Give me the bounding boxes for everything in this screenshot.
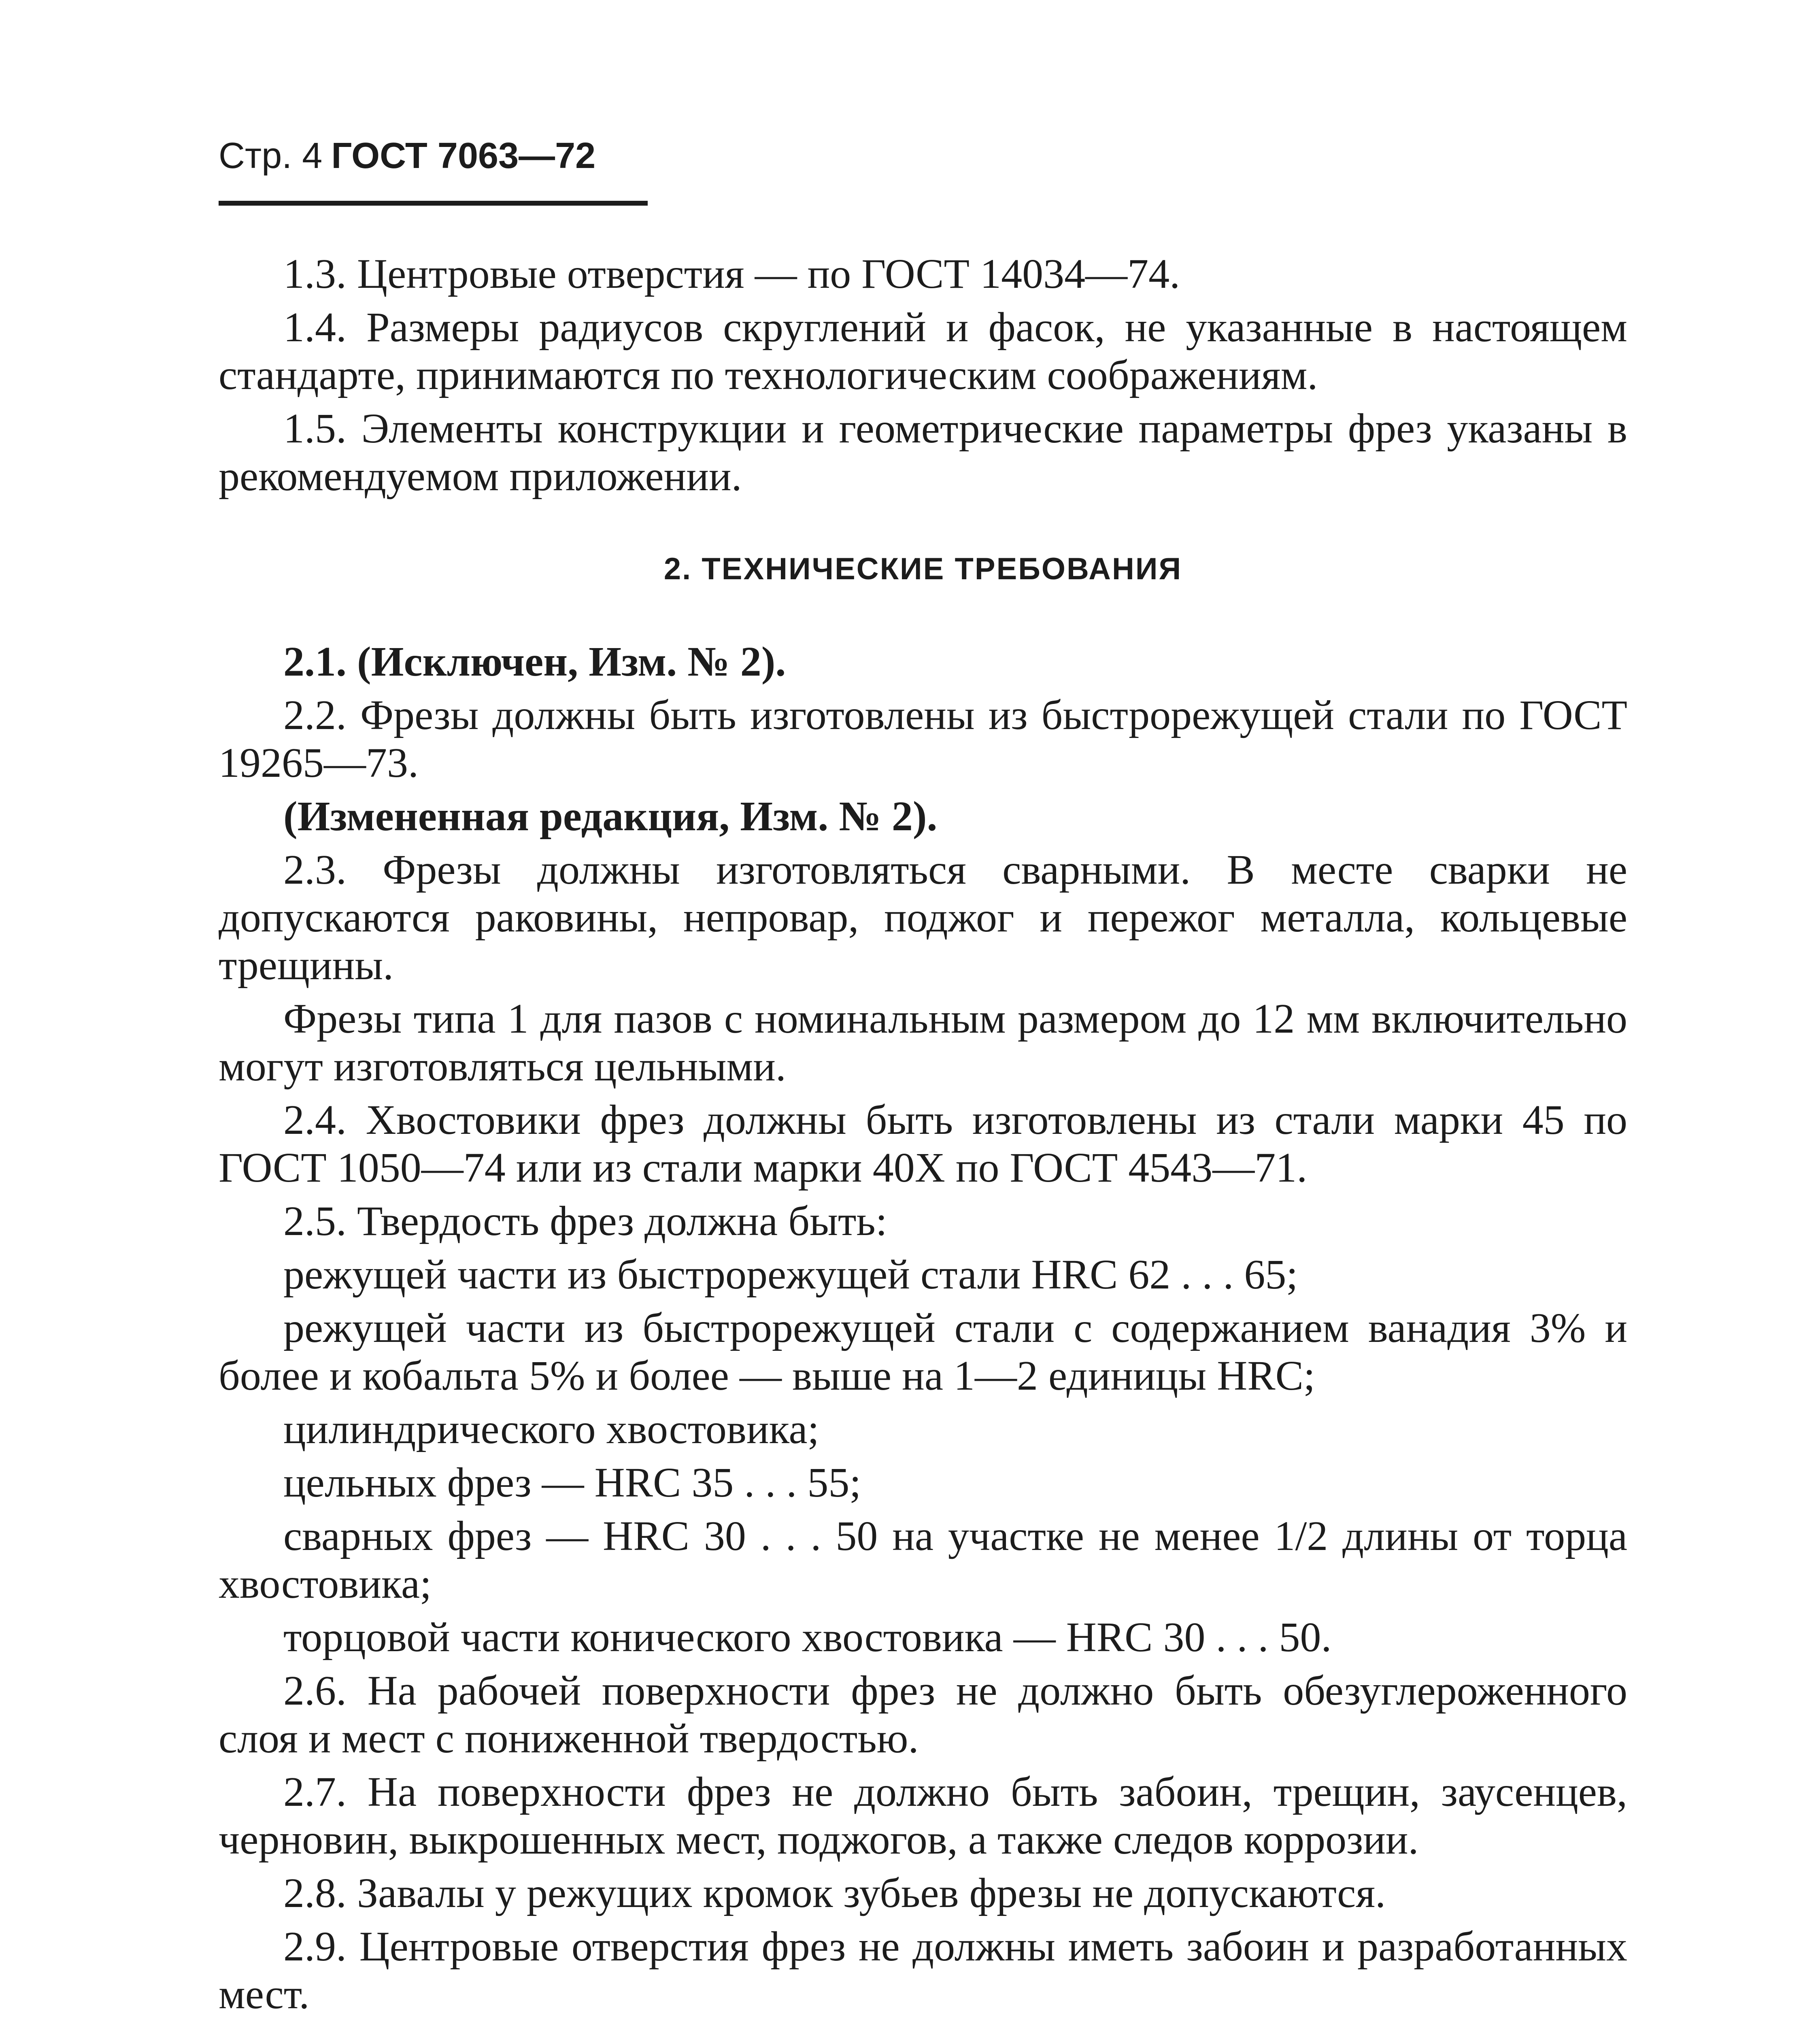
page-body xyxy=(219,134,1627,2024)
clause-2-8: 2.8. Завалы у режущих кромок зубьев фрезы не допускаются. xyxy=(283,1870,1386,1916)
clause-2-7: 2.7. На поверхности фрез не должно быть забоин, трещин, заусенцев, черновин, выкрошенных мест, поджогов, а также следов коррозии. xyxy=(219,1769,1627,1863)
clause-1-5: 1.5. Элементы конструкции и геометрические параметры фрез указаны в рекомендуемом приложении. xyxy=(219,405,1627,500)
hardness-item: режущей части из быстрорежущей стали HRC 62 . . . 65; xyxy=(283,1251,1298,1298)
clause-2-9: 2.9. Центровые отверстия фрез не должны иметь забоин и разработанных мест. xyxy=(219,1923,1627,2018)
clause-1-3: 1.3. Центровые отверстия — по ГОСТ 14034—74. xyxy=(283,251,1180,297)
hardness-item: режущей части из быстрорежущей стали с содержанием ванадия 3% и более и кобальта 5% и более — выше на 1—2 единицы HRC; xyxy=(219,1305,1627,1399)
clause-2-3: 2.3. Фрезы должны изготовляться сварными. В месте сварки не допускаются раковины, непровар, поджог и пережог металла, кольцевые трещины. xyxy=(219,846,1627,989)
hardness-item: цельных фрез — HRC 35 . . . 55; xyxy=(283,1459,861,1506)
page-number: Стр. 4 xyxy=(219,136,323,176)
clause-2-6: 2.6. На рабочей поверхности фрез не должно быть обезуглероженного слоя и мест с пониженной твердостью. xyxy=(219,1667,1627,1762)
header-rule xyxy=(219,201,648,206)
hardness-item: сварных фрез — HRC 30 . . . 50 на участке не менее 1/2 длины от торца хвостовика; xyxy=(219,1513,1627,1607)
amendment-note: (Измененная редакция, Изм. № 2). xyxy=(283,793,938,840)
clause-2-1: 2.1. (Исключен, Изм. № 2). xyxy=(283,638,786,685)
section-title: 2. ТЕХНИЧЕСКИЕ ТРЕБОВАНИЯ xyxy=(663,552,1182,586)
clause-2-3-continuation: Фрезы типа 1 для пазов с номинальным размером до 12 мм включительно могут изготовляться цельными. xyxy=(219,995,1627,1090)
clause-1-4: 1.4. Размеры радиусов скруглений и фасок, не указанные в настоящем стандарте, принимаются по технологическим соображениям. xyxy=(219,304,1627,398)
hardness-item: цилиндрического хвостовика; xyxy=(283,1406,819,1452)
page-header xyxy=(219,134,1627,178)
clause-2-4: 2.4. Хвостовики фрез должны быть изготовлены из стали марки 45 по ГОСТ 1050—74 или из стали марки 40Х по ГОСТ 4543—71. xyxy=(219,1097,1627,1191)
hardness-item: торцовой части конического хвостовика — HRC 30 . . . 50. xyxy=(283,1614,1332,1660)
clause-2-5: 2.5. Твердость фрез должна быть: xyxy=(283,1198,887,1244)
standard-number: ГОСТ 7063—72 xyxy=(331,136,596,176)
document-text xyxy=(219,250,1627,2024)
clause-2-2: 2.2. Фрезы должны быть изготовлены из быстрорежущей стали по ГОСТ 19265—73. xyxy=(219,692,1627,786)
